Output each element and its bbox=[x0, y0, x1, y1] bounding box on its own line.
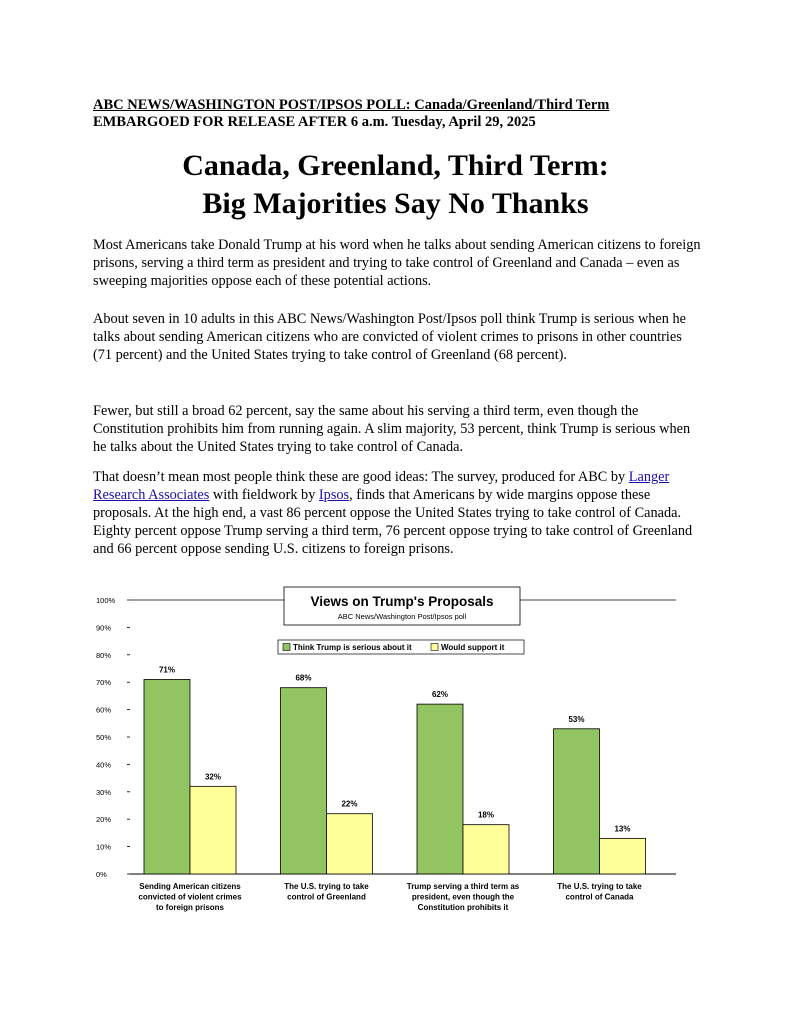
y-tick-label: 10% bbox=[96, 842, 112, 852]
bar bbox=[144, 679, 190, 874]
y-tick-label: 90% bbox=[96, 623, 112, 633]
y-tick-label: 60% bbox=[96, 705, 112, 715]
paragraph-2: About seven in 10 adults in this ABC News/Washington Post/Ipsos poll think Trump is serious when he talks about sending American citizens who are convicted of violent crimes to prisons in other countries (71 percent) and the United States trying to take control of Greenland (68 percent). bbox=[93, 311, 686, 363]
bar bbox=[463, 825, 509, 874]
legend-swatch-serious bbox=[283, 644, 290, 651]
langer-research-link[interactable]: Langer Research Associates bbox=[93, 469, 670, 503]
ipsos-link[interactable]: Ipsos bbox=[318, 487, 350, 503]
x-category-label: The U.S. trying to take bbox=[284, 882, 369, 891]
bar-value-label: 18% bbox=[477, 810, 495, 820]
chart-title: Views on Trump's Proposals bbox=[310, 594, 494, 609]
paragraph-4 bbox=[93, 468, 703, 558]
x-category-label: Constitution prohibits it bbox=[417, 903, 509, 912]
paragraph-3: Fewer, but still a broad 62 percent, say the same about his serving a third term, even though the Constitution prohibits him from running again. A slim majority, 53 percent, think Trump is serious when he talks about the United States trying to take control of Canada. bbox=[93, 403, 691, 455]
bar-value-label: 13% bbox=[614, 824, 631, 834]
embargo-line: EMBARGOED FOR RELEASE AFTER 6 a.m. Tuesday, April 29, 2025 bbox=[93, 114, 536, 130]
proposals-bar-chart bbox=[92, 584, 692, 924]
poll-header: ABC NEWS/WASHINGTON POST/IPSOS POLL: Canada/Greenland/Third Term bbox=[93, 97, 610, 113]
bar bbox=[554, 729, 600, 874]
bar-value-label: 53% bbox=[568, 714, 585, 724]
bar bbox=[190, 786, 236, 874]
x-category-label: control of Canada bbox=[565, 892, 634, 902]
y-tick-label: 50% bbox=[96, 733, 112, 742]
x-category-label: president, even though the bbox=[411, 892, 515, 902]
paragraph-4-text-a: That doesn’t mean most people think these are good ideas: The survey, produced for ABC by bbox=[93, 469, 629, 485]
y-tick-label: 100% bbox=[96, 596, 116, 605]
x-category-label: control of Greenland bbox=[287, 892, 366, 902]
legend-label-support: Would support it bbox=[441, 643, 505, 652]
paragraph-4-text-c: , finds that Americans by wide margins oppose these proposals. At the high end, a vast 86 percent oppose the United States trying to take control of Canada. Eighty percent oppose Trump serving a third term, 76 percent oppose trying to take control of Greenland and 66 percent oppose sending U.S. citizens to foreign prisons. bbox=[93, 487, 693, 557]
bar-value-label: 22% bbox=[341, 799, 358, 809]
bar-value-label: 62% bbox=[431, 690, 449, 700]
legend-swatch-support bbox=[431, 644, 438, 651]
y-tick-label: 80% bbox=[96, 650, 112, 660]
headline-line-2: Big Majorities Say No Thanks bbox=[202, 187, 589, 220]
y-tick-label: 70% bbox=[96, 678, 112, 688]
bar bbox=[327, 814, 373, 874]
y-tick-label: 0% bbox=[96, 870, 107, 879]
bar-value-label: 71% bbox=[158, 665, 176, 675]
paragraph-1: Most Americans take Donald Trump at his word when he talks about sending American citizens to foreign prisons, serving a third term as president and trying to take control of Greenland and Canada – even as sweeping majorities oppose each of these potential actions. bbox=[93, 237, 701, 289]
y-tick-label: 20% bbox=[96, 815, 112, 825]
bar-value-label: 68% bbox=[295, 673, 312, 683]
bar-value-label: 32% bbox=[204, 772, 222, 782]
chart-subtitle: ABC News/Washington Post/Ipsos poll bbox=[337, 612, 467, 621]
x-category-label: Sending American citizens bbox=[139, 882, 241, 891]
y-tick-label: 30% bbox=[96, 787, 112, 797]
paragraph-4-text-b: with fieldwork by bbox=[209, 487, 319, 503]
y-tick-label: 40% bbox=[96, 760, 112, 770]
bar bbox=[600, 838, 646, 874]
legend-label-serious: Think Trump is serious about it bbox=[293, 643, 412, 652]
bar bbox=[417, 704, 463, 874]
x-category-label: convicted of violent crimes bbox=[138, 892, 242, 902]
x-category-label: to foreign prisons bbox=[156, 903, 224, 912]
bar bbox=[281, 688, 327, 874]
x-category-label: The U.S. trying to take bbox=[557, 882, 642, 891]
headline-line-1: Canada, Greenland, Third Term: bbox=[182, 149, 609, 182]
x-category-label: Trump serving a third term as bbox=[406, 882, 520, 891]
